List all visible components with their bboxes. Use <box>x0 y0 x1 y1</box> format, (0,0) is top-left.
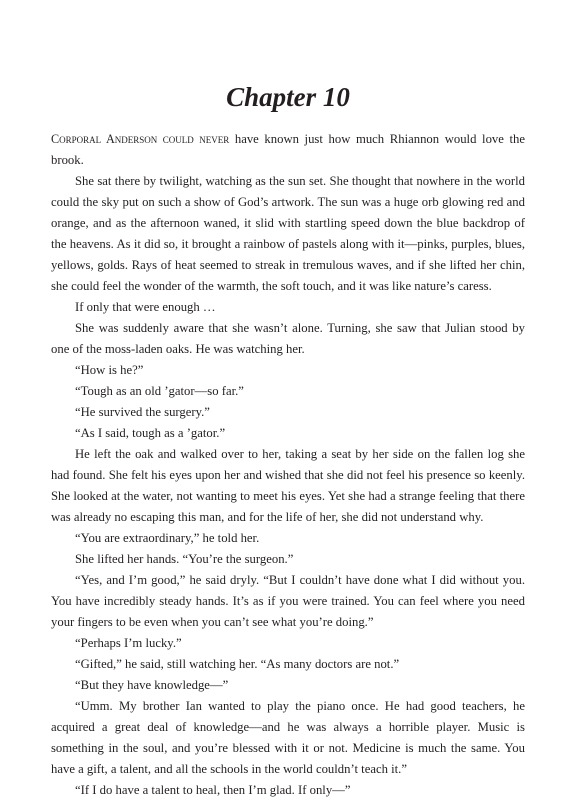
chapter-body <box>51 129 525 801</box>
paragraph: “Yes, and I’m good,” he said dryly. “But I couldn’t have done what I did without you. You have incredibly steady hands. It’s as if you were trained. You can feel where you need your fingers to be even when you can’t see what you’re doing.” <box>51 573 525 629</box>
paragraph: “If I do have a talent to heal, then I’m glad. If only—” <box>75 783 351 797</box>
chapter-title: Chapter 10 <box>226 82 350 112</box>
paragraph: She was suddenly aware that she wasn’t alone. Turning, she saw that Julian stood by one of the moss-laden oaks. He was watching her. <box>51 321 525 356</box>
paragraph: “Gifted,” he said, still watching her. “As many doctors are not.” <box>75 657 400 671</box>
paragraph: “But they have knowledge—” <box>75 678 229 692</box>
opening-paragraph <box>51 129 525 171</box>
paragraph: “Tough as an old ’gator—so far.” <box>75 384 244 398</box>
paragraph: “He survived the surgery.” <box>75 405 210 419</box>
opening-lead-in: Corporal Anderson could never <box>51 132 230 146</box>
paragraph: “As I said, tough as a ’gator.” <box>75 426 226 440</box>
paragraph: “How is he?” <box>75 363 144 377</box>
paragraph: If only that were enough … <box>75 300 216 314</box>
opening-rest: have known just how much Rhiannon would love the brook. <box>51 132 525 167</box>
paragraph: “Umm. My brother Ian wanted to play the piano once. He had good teachers, he acquired a great deal of knowledge—and he was always a horrible player. Music is something in the soul, and you’re blessed with it or not. Medicine is much the same. You have a gift, a talent, and all the schools in the world couldn’t teach it.” <box>51 699 525 776</box>
paragraph: She sat there by twilight, watching as the sun set. She thought that nowhere in the world could the sky put on such a show of God’s artwork. The sun was a huge orb glowing red and orange, and as the afternoon waned, it slid with startling speed down the blue backdrop of the heavens. As it did so, it brought a rainbow of pastels along with it—pinks, purples, blues, yellows, golds. Rays of heat seemed to streak in tremulous waves, and if she lifted her chin, she could feel the wonder of the warmth, the soft touch, and it was like nature’s caress. <box>51 174 525 293</box>
paragraph: “Perhaps I’m lucky.” <box>75 636 182 650</box>
paragraph: She lifted her hands. “You’re the surgeon.” <box>75 552 294 566</box>
paragraph: He left the oak and walked over to her, taking a seat by her side on the fallen log she had found. She felt his eyes upon her and wished that she did not feel his presence so keenly. She looked at the water, not wanting to meet his eyes. Yet she had a strange feeling that there was already no escaping this man, and for the life of her, she did not understand why. <box>51 447 525 524</box>
paragraph: “You are extraordinary,” he told her. <box>75 531 260 545</box>
